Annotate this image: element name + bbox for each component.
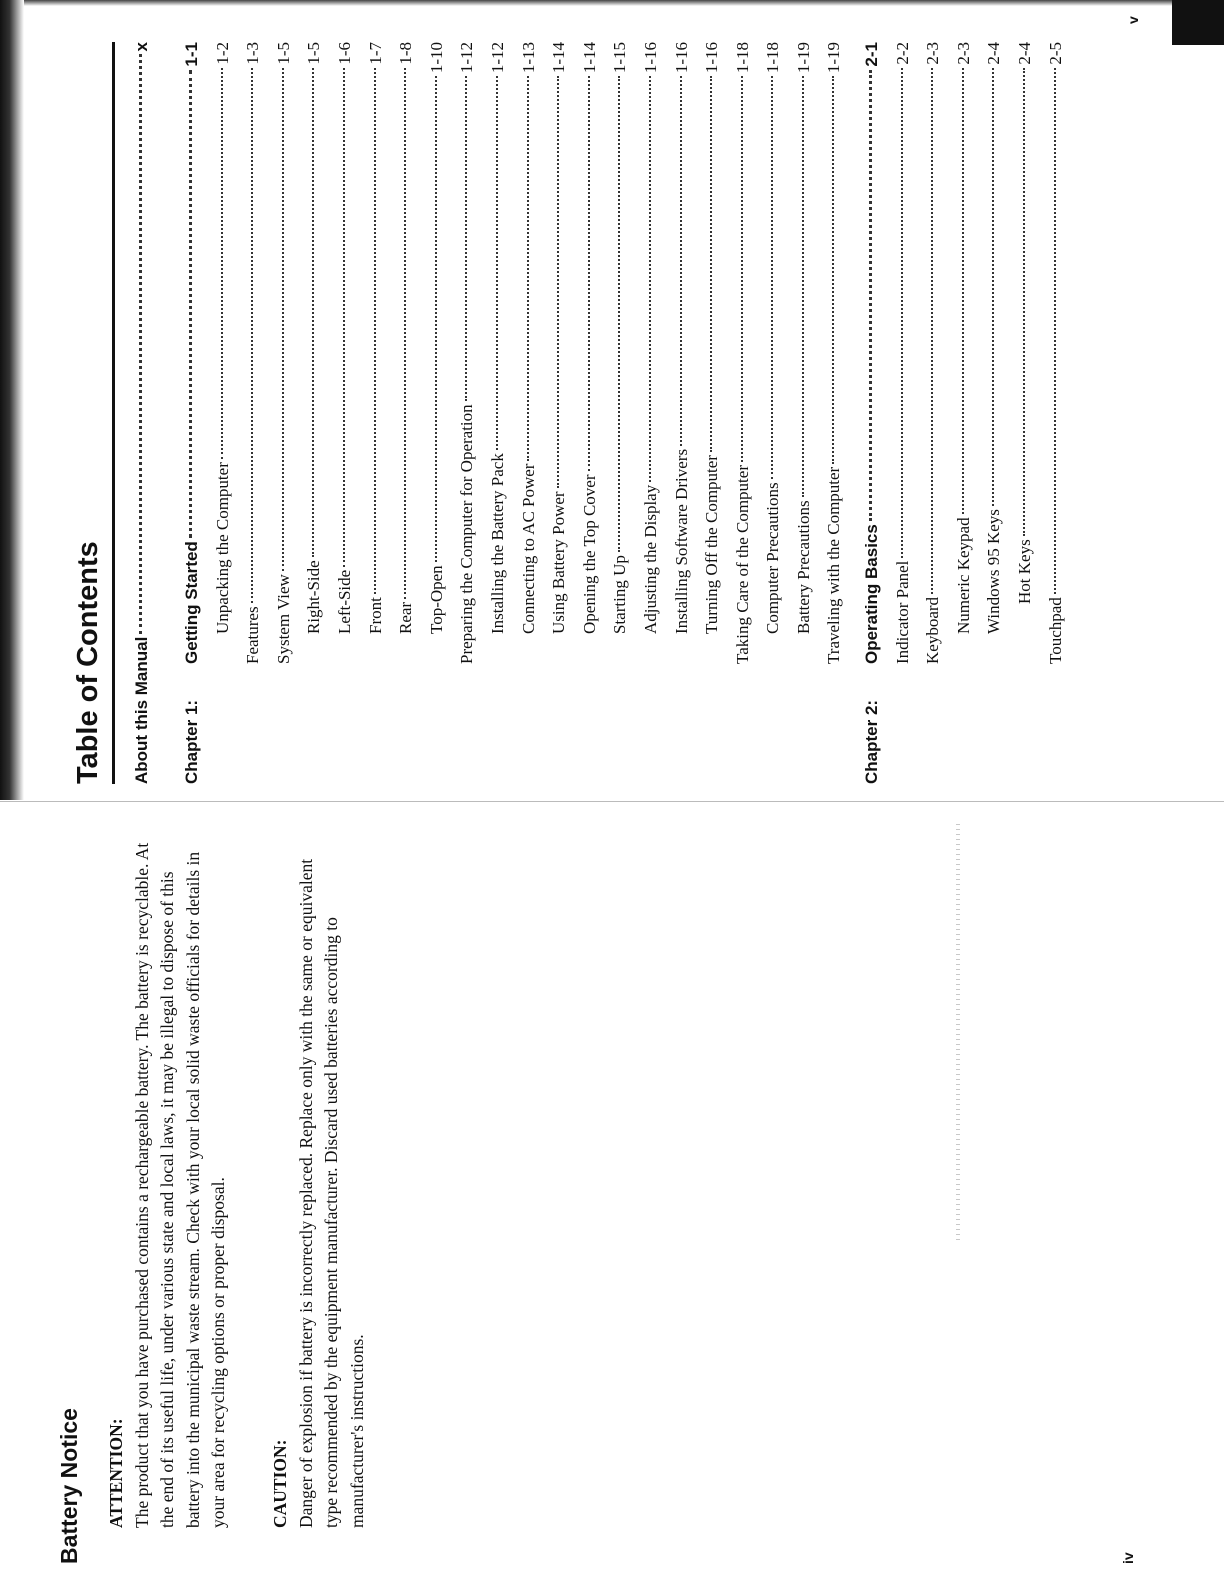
dot-leader	[557, 76, 559, 488]
dot-leader	[221, 68, 223, 459]
toc-entry[interactable]	[824, 42, 855, 784]
dot-leader	[1023, 68, 1025, 537]
toc-entry-page: 1-7	[365, 42, 385, 65]
toc-entry[interactable]	[763, 42, 794, 784]
toc-entry[interactable]	[457, 42, 488, 784]
dot-leader	[710, 76, 712, 452]
chapter-title: Getting Started	[182, 541, 201, 664]
dot-leader	[465, 76, 467, 401]
toc-entry-title: Unpacking the Computer	[212, 462, 232, 634]
toc-entry-title: Turning Off the Computer	[702, 455, 722, 634]
toc-entry[interactable]	[672, 42, 703, 784]
toc-entry-page: 1-5	[304, 42, 324, 65]
toc-entry[interactable]	[366, 42, 397, 784]
toc-entry-title: About this Manual	[132, 636, 151, 784]
toc-entry-title: System View	[273, 574, 293, 664]
toc-entry-title: Taking Care of the Computer	[732, 465, 752, 664]
dot-leader	[832, 76, 834, 464]
toc-entry-page: 1-13	[518, 42, 538, 74]
toc-entry-page: 1-16	[702, 42, 722, 74]
dot-leader	[189, 70, 192, 539]
dot-leader	[312, 68, 314, 558]
title-rule	[112, 42, 115, 784]
caution-section	[268, 838, 370, 1528]
attention-section	[104, 838, 232, 1528]
toc-entry-title: Opening the Top Cover	[579, 474, 599, 634]
toc-entry-title: Right-Side	[304, 560, 324, 634]
toc-entry[interactable]	[641, 42, 672, 784]
toc-entry-page: x	[132, 42, 151, 52]
toc-chapter-1	[182, 42, 855, 784]
toc-entry-page: 1-15	[610, 42, 630, 74]
toc-entry[interactable]	[794, 42, 825, 784]
dot-leader	[374, 68, 376, 594]
toc-entry[interactable]	[213, 42, 244, 784]
toc-entry[interactable]	[519, 42, 550, 784]
dot-leader	[282, 68, 284, 572]
toc-entry-page: 1-18	[732, 42, 752, 74]
toc-entry-about[interactable]	[132, 42, 163, 784]
section-body: Danger of explosion if battery is incorrectly replaced. Replace only with the same or equivalent type recommended by the equipment manufacturer. Discard used batteries according to manufacturer's instructions.	[295, 858, 367, 1528]
toc-entry-page: 1-18	[763, 42, 783, 74]
toc-entry[interactable]	[304, 42, 335, 784]
dot-leader	[931, 68, 933, 594]
chapter-label: Chapter 2:	[862, 699, 881, 784]
toc-entry[interactable]	[396, 42, 427, 784]
dot-leader	[802, 76, 804, 497]
toc-entry-title: Installing the Battery Pack	[487, 453, 507, 634]
dot-leader	[343, 68, 345, 567]
toc-entry-title: Features	[243, 606, 263, 664]
toc-entry-title: Windows 95 Keys	[984, 509, 1004, 634]
dot-leader	[251, 68, 253, 604]
toc-entry-title: Battery Precautions	[793, 500, 813, 634]
chapter-title: Operating Basics	[862, 524, 881, 664]
toc-chapter-heading[interactable]	[182, 42, 213, 784]
toc-entry-title: Using Battery Power	[549, 491, 569, 634]
toc-entry-title: Installing Software Drivers	[671, 448, 691, 634]
toc-entry[interactable]	[1046, 42, 1077, 784]
toc-entry-title: Rear	[396, 601, 416, 634]
toc-entry-title: Adjusting the Display	[640, 484, 660, 634]
toc-entry[interactable]	[427, 42, 458, 784]
dot-leader	[435, 76, 437, 562]
toc-entry[interactable]	[488, 42, 519, 784]
toc-entry[interactable]	[610, 42, 641, 784]
toc-entry-page: 1-10	[426, 42, 446, 74]
toc-entry-page: 1-16	[671, 42, 691, 74]
section-heading: ATTENTION:	[106, 1418, 126, 1528]
toc-chapter-2	[862, 42, 1076, 784]
chapter-label: Chapter 1:	[182, 699, 201, 784]
toc-entry[interactable]	[893, 42, 924, 784]
dot-leader	[649, 76, 651, 482]
dot-leader	[869, 70, 872, 522]
toc-entry-page: 1-14	[579, 42, 599, 74]
toc-entry-page: 1-16	[640, 42, 660, 74]
toc-entry-title: Indicator Panel	[892, 560, 912, 664]
toc-entry-page: 1-12	[457, 42, 477, 74]
toc-entry-page: 1-3	[243, 42, 263, 65]
dot-leader	[741, 76, 743, 462]
dot-leader	[992, 68, 994, 506]
chapter-1-entries	[213, 42, 855, 784]
toc-entry-page: 2-3	[923, 42, 943, 65]
chapter-2-entries	[893, 42, 1077, 784]
dot-leader	[618, 76, 620, 552]
toc-entry-page: 1-5	[273, 42, 293, 65]
toc-entry[interactable]	[243, 42, 274, 784]
toc-entry-title: Traveling with the Computer	[824, 466, 844, 664]
toc-entry-title: Numeric Keypad	[953, 517, 973, 634]
toc-entry-page: 1-19	[824, 42, 844, 74]
toc-entry-page: 2-5	[1045, 42, 1065, 65]
toc-entry-page: 2-4	[1014, 42, 1034, 65]
toc-entry-title: Computer Precautions	[763, 482, 783, 634]
toc-chapter-heading[interactable]	[862, 42, 893, 784]
toc-entry[interactable]	[702, 42, 733, 784]
dot-leader	[588, 76, 590, 471]
toc-about	[132, 42, 163, 784]
toc-entry-title: Starting Up	[610, 555, 630, 634]
toc-entry-page: 1-14	[549, 42, 569, 74]
dot-leader	[139, 54, 142, 633]
toc-entry[interactable]	[954, 42, 985, 784]
toc-entry[interactable]	[580, 42, 611, 784]
toc-entry-title: Preparing the Computer for Operation	[457, 404, 477, 664]
dot-leader	[1054, 68, 1056, 595]
toc-entry[interactable]	[923, 42, 954, 784]
section-heading: CAUTION:	[270, 1439, 290, 1528]
toc-entry-title: Front	[365, 597, 385, 634]
chapter-page: 2-1	[862, 42, 881, 67]
battery-notice-page	[0, 802, 1224, 1584]
chapter-page: 1-1	[182, 42, 201, 67]
toc-entry-page: 2-2	[892, 42, 912, 65]
page-title: Table of Contents	[72, 541, 104, 784]
toc-entry-page: 1-2	[212, 42, 232, 65]
toc-entry-page: 1-19	[793, 42, 813, 74]
toc-entry[interactable]	[984, 42, 1015, 784]
toc-entry-title: Hot Keys	[1014, 539, 1034, 604]
section-body: The product that you have purchased contains a rechargeable battery. The battery is recyclable. At the end of its useful life, under various state and local laws, it may be illegal to dispose of this battery into the municipal waste stream. Check with your local solid waste officials for details in your area for recycling options or proper disposal.	[131, 842, 228, 1528]
toc-entry-page: 2-4	[984, 42, 1004, 65]
toc-entry[interactable]	[335, 42, 366, 784]
toc-entry-title: Connecting to AC Power	[518, 463, 538, 634]
toc-entry[interactable]	[549, 42, 580, 784]
dot-leader	[962, 68, 964, 515]
page-number: iv	[1120, 1552, 1136, 1564]
dot-leader	[404, 68, 406, 599]
dot-leader	[496, 76, 498, 450]
toc-entry[interactable]	[1015, 42, 1046, 784]
toc-entry-title: Top-Open	[426, 565, 446, 634]
toc-entry-title: Keyboard	[923, 596, 943, 664]
toc-entry[interactable]	[274, 42, 305, 784]
dot-leader	[527, 76, 529, 460]
toc-entry-page: 1-8	[396, 42, 416, 65]
dot-leader	[771, 76, 773, 479]
toc-entry-page: 1-12	[487, 42, 507, 74]
toc-entry-page: 1-6	[334, 42, 354, 65]
toc-entry-page: 2-3	[953, 42, 973, 65]
toc-entry-title: Left-Side	[334, 569, 354, 634]
page-number: v	[1125, 16, 1141, 24]
page-title: Battery Notice	[56, 1408, 82, 1564]
dot-leader	[680, 76, 682, 446]
dot-leader	[901, 68, 903, 558]
toc-entry[interactable]	[733, 42, 764, 784]
toc-entry-title: Touchpad	[1045, 597, 1065, 664]
